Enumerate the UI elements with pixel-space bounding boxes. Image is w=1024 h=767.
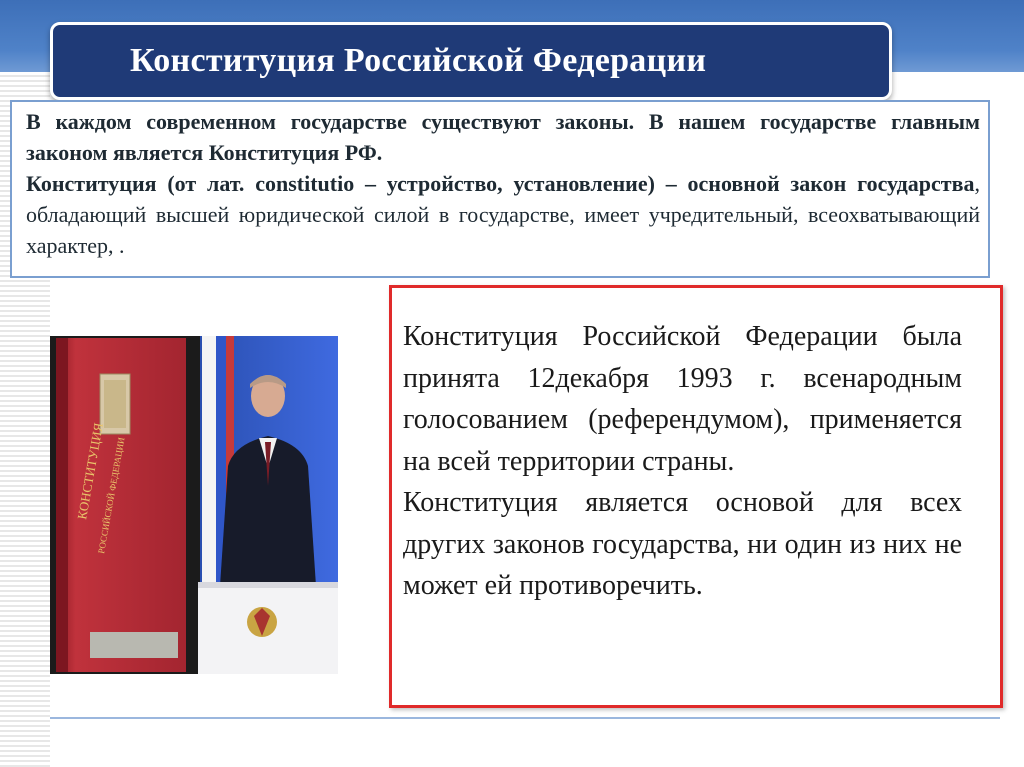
definition-intro: В каждом современном государстве существуют законы. В нашем государстве главным законом является Конституция РФ. — [26, 109, 980, 165]
title-banner — [50, 22, 892, 100]
constitution-photo — [50, 336, 338, 674]
info-paragraph-1: Конституция Российской Федерации была принята 12декабря 1993 г. всенародным голосованием (референдумом), применяется на всей территории страны. — [403, 321, 962, 477]
definition-box — [10, 100, 990, 278]
book-subtitle: РОССИЙСКОЙ ФЕДЕРАЦИИ — [96, 436, 127, 555]
book-title: КОНСТИТУЦИЯ — [74, 421, 106, 521]
info-paragraph-2: Конституция является основой для всех других законов государства, ни один из них не может ей противоречить. — [403, 487, 962, 601]
footer-divider — [50, 717, 1000, 719]
info-box — [389, 285, 1003, 708]
slide-title: Конституция Российской Федерации — [130, 42, 707, 79]
definition-rest: , обладающий высшей юридической силой в государстве, имеет учредительный, всеохватывающий характер, . — [26, 171, 980, 258]
definition-term: Конституция (от лат. constitutio – устройство, установление) – основной закон государства — [26, 171, 975, 196]
definition-text — [26, 168, 980, 261]
